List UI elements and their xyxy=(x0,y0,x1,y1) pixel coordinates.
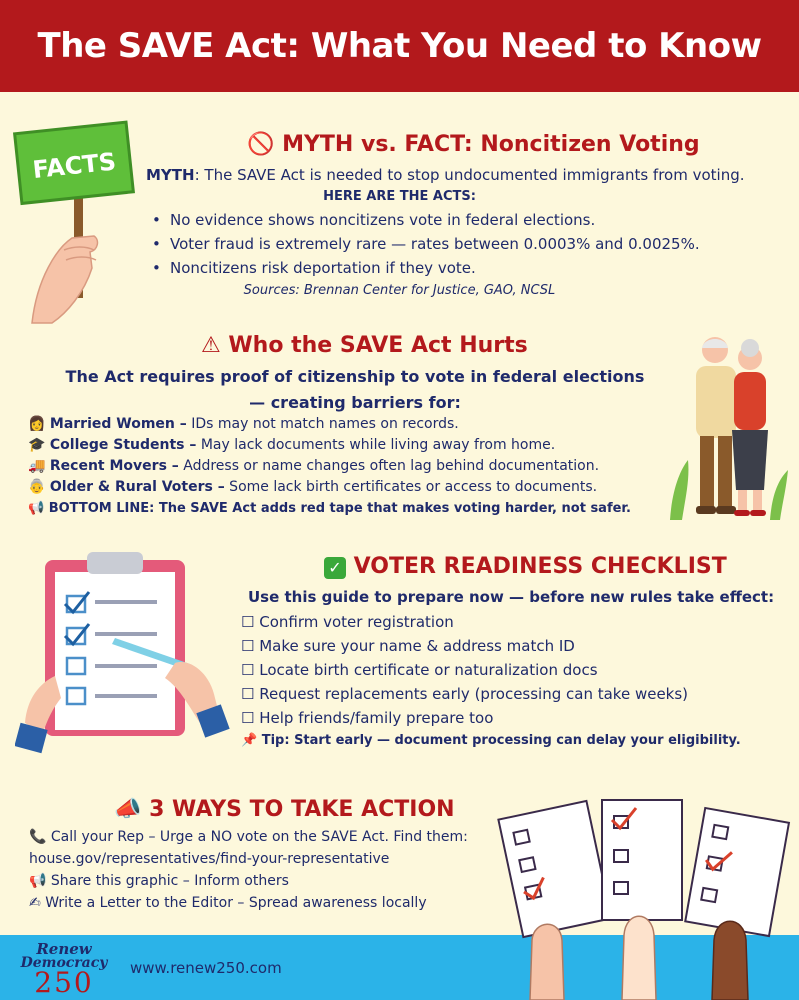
fact-item: • Noncitizens risk deportation if they vote. xyxy=(152,256,700,280)
clipboard-illustration xyxy=(15,548,230,758)
myth-text: : The SAVE Act is needed to stop undocumented immigrants from voting. xyxy=(194,166,745,184)
hurts-item: 👵 Older & Rural Voters – Some lack birth certificates or access to documents. xyxy=(28,479,598,495)
megaphone-icon: 📢 xyxy=(28,501,45,516)
warning-icon: ⚠ xyxy=(201,333,221,358)
checklist-item: ☐ Request replacements early (processing can take weeks) xyxy=(241,685,689,703)
hurts-heading: ⚠ Who the SAVE Act Hurts xyxy=(201,333,528,358)
checklist-tip: 📌 Tip: Start early — document processing can delay your eligibility. xyxy=(241,733,741,748)
fact-item: • No evidence shows noncitizens vote in federal elections. xyxy=(152,208,700,232)
fact-item: • Voter fraud is extremely rare — rates between 0.0003% and 0.0025%. xyxy=(152,232,700,256)
woman-icon: 👩 xyxy=(28,416,46,432)
facts-sign-text: FACTS xyxy=(31,147,118,185)
facts-list xyxy=(152,208,700,280)
elderly-couple-illustration xyxy=(660,330,795,525)
hurts-item: 🎓 College Students – May lack documents while living away from home. xyxy=(28,437,556,453)
action-list xyxy=(29,826,468,914)
checkbox-icon: ☐ xyxy=(241,613,255,631)
hurts-item: 👩 Married Women – IDs may not match names on records. xyxy=(28,416,459,432)
header-banner xyxy=(0,0,799,92)
logo-line2: Democracy xyxy=(20,955,108,971)
checklist-heading: ✓ VOTER READINESS CHECKLIST xyxy=(324,554,727,579)
ballots-hands-illustration xyxy=(490,790,795,1000)
action-heading: 📣 3 WAYS TO TAKE ACTION xyxy=(114,797,455,822)
graduation-cap-icon: 🎓 xyxy=(28,437,46,453)
action-item: 📞 Call your Rep – Urge a NO vote on the SAVE Act. Find them: xyxy=(29,829,468,845)
moving-truck-icon: 🚚 xyxy=(28,458,46,474)
action-item: 📢 Share this graphic – Inform others xyxy=(29,873,289,889)
megaphone-icon: 📢 xyxy=(29,873,47,889)
page-title: The SAVE Act: What You Need to Know xyxy=(37,26,762,66)
writing-hand-icon: ✍ xyxy=(29,895,41,911)
checkbox-icon: ☐ xyxy=(241,661,255,679)
checklist-items xyxy=(241,610,741,752)
checklist-item: ☐ Confirm voter registration xyxy=(241,613,454,631)
prohibited-icon: 🚫 xyxy=(247,132,275,157)
myth-label: MYTH xyxy=(146,166,195,184)
checklist-intro: Use this guide to prepare now — before new rules take effect: xyxy=(248,588,775,606)
older-woman-icon: 👵 xyxy=(28,479,46,495)
action-item: ✍ Write a Letter to the Editor – Spread awareness locally xyxy=(29,895,427,911)
pushpin-icon: 📌 xyxy=(241,733,258,748)
hurts-list xyxy=(28,414,631,519)
myth-fact-heading: 🚫 MYTH vs. FACT: Noncitizen Voting xyxy=(247,132,700,157)
logo-line3: 250 xyxy=(34,966,94,999)
facts-heading: HERE ARE THE ACTS: xyxy=(323,189,476,204)
checkbox-icon: ☐ xyxy=(241,637,255,655)
renew-democracy-logo xyxy=(14,940,114,999)
megaphone-icon: 📣 xyxy=(114,797,142,822)
checkbox-icon: ☐ xyxy=(241,685,255,703)
website-link[interactable]: www.renew250.com xyxy=(130,959,282,977)
logo-line1: Renew xyxy=(36,940,92,958)
hurts-item: 🚚 Recent Movers – Address or name changes often lag behind documentation. xyxy=(28,458,600,474)
representative-link[interactable]: house.gov/representatives/find-your-representative xyxy=(29,851,390,867)
checkbox-icon: ☐ xyxy=(241,709,255,727)
check-mark-icon: ✓ xyxy=(324,557,346,579)
checklist-item: ☐ Help friends/family prepare too xyxy=(241,709,494,727)
checklist-item: ☐ Make sure your name & address match ID xyxy=(241,637,575,655)
bottom-line: 📢 BOTTOM LINE: The SAVE Act adds red tape that makes voting harder, not safer. xyxy=(28,501,631,516)
myth-statement xyxy=(146,166,745,185)
hurts-intro-line1: The Act requires proof of citizenship to vote in federal elections xyxy=(65,367,645,386)
sources-note: Sources: Brennan Center for Justice, GAO, NCSL xyxy=(243,283,556,298)
checklist-item: ☐ Locate birth certificate or naturalization docs xyxy=(241,661,598,679)
hurts-intro-line2: — creating barriers for: xyxy=(249,393,461,412)
phone-icon: 📞 xyxy=(29,829,47,845)
